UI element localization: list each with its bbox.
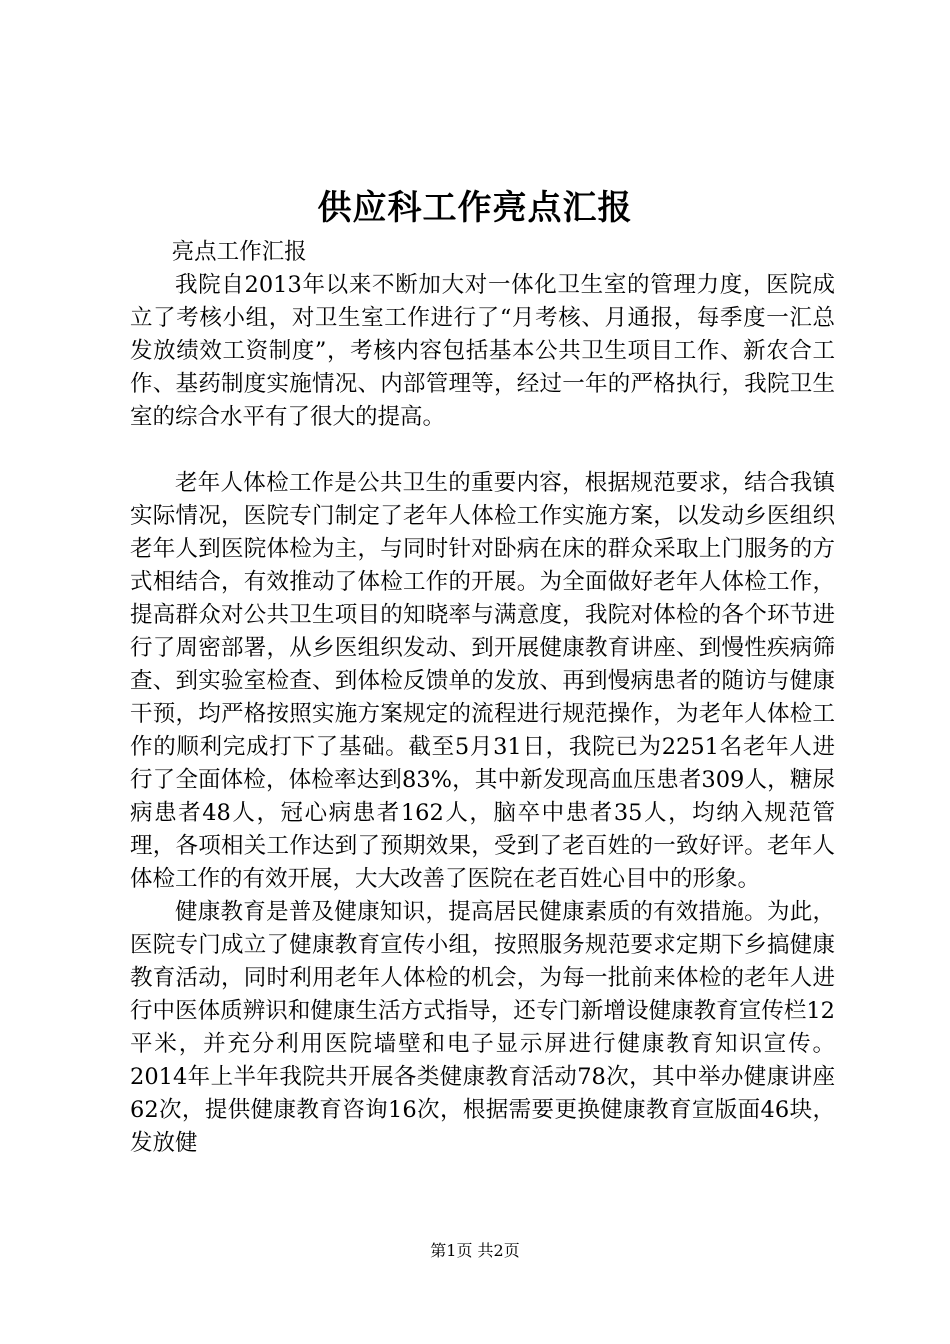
document-subtitle: 亮点工作汇报 xyxy=(171,239,307,265)
paragraph-1: 我院自2013年以来不断加大对一体化卫生室的管理力度，医院成立了考核小组，对卫生室工作进行了“月考核、月通报，每季度一汇总发放绩效工资制度”，考核内容包括基本公共卫生项目工作、新农合工作、基药制度实施情况、内部管理等，经过一年的严格执行，我院卫生室的综合水平有了很大的提高。 xyxy=(130,272,835,430)
paragraph-3: 健康教育是普及健康知识，提高居民健康素质的有效措施。为此，医院专门成立了健康教育宣传小组，按照服务规范要求定期下乡搞健康教育活动，同时利用老年人体检的机会，为每一批前来体检的老年人进行中医体质辨识和健康生活方式指导，还专门新增设健康教育宣传栏12平米，并充分利用医院墙壁和电子显示屏进行健康教育知识宣传。2014年上半年我院共开展各类健康教育活动78次，其中举办健康讲座62次，提供健康教育咨询16次，根据需要更换健康教育宣版面46块，发放健 xyxy=(130,899,835,1156)
paragraph-gap xyxy=(130,434,835,467)
document-body xyxy=(130,236,835,1160)
paragraph-2: 老年人体检工作是公共卫生的重要内容，根据规范要求，结合我镇实际情况，医院专门制定了老年人体检工作实施方案，以发动乡医组织老年人到医院体检为主，与同时针对卧病在床的群众采取上门服务的方式相结合，有效推动了体检工作的开展。为全面做好老年人体检工作，提高群众对公共卫生项目的知晓率与满意度，我院对体检的各个环节进行了周密部署，从乡医组织发动、到开展健康教育讲座、到慢性疾病筛查、到实验室检查、到体检反馈单的发放、再到慢病患者的随访与健康干预，均严格按照实施方案规定的流程进行规范操作，为老年人体检工作的顺利完成打下了基础。截至5月31日，我院已为2251名老年人进行了全面体检，体检率达到83%，其中新发现高血压患者309人，糖尿病患者48人，冠心病患者162人，脑卒中患者35人，均纳入规范管理，各项相关工作达到了预期效果，受到了老百姓的一致好评。老年人体检工作的有效开展，大大改善了医院在老百姓心目中的形象。 xyxy=(130,470,835,892)
page-footer: 第1页 共2页 xyxy=(430,1241,520,1260)
document-title: 供应科工作亮点汇报 xyxy=(317,188,633,228)
